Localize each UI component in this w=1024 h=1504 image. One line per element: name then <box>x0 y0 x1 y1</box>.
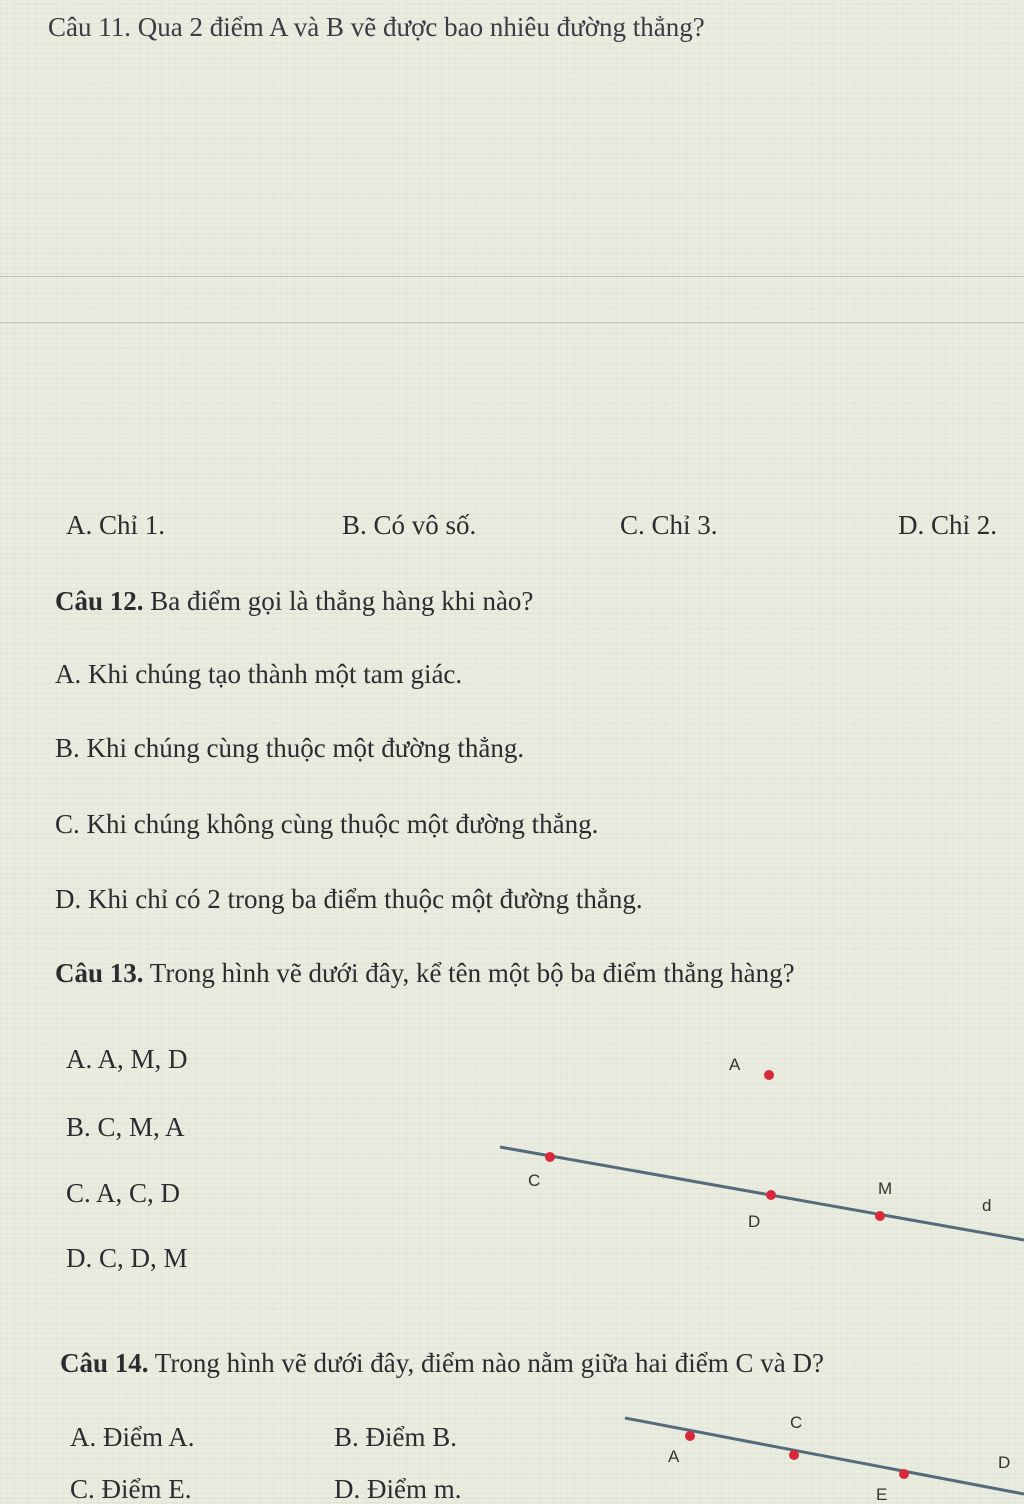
q14-option-d: D. Điểm m. <box>334 1474 462 1504</box>
q14-line <box>625 1418 1024 1494</box>
q11-option-d: D. Chỉ 2. <box>898 510 998 540</box>
q11-option-c: C. Chỉ 3. <box>620 510 718 540</box>
q11-option-a: A. Chỉ 1. <box>66 510 166 540</box>
q12-option-d: D. Khi chỉ có 2 trong ba điểm thuộc một đường thẳng. <box>55 884 643 914</box>
q14-label-e: E <box>876 1485 888 1504</box>
q14-label-a: A <box>668 1447 680 1466</box>
q14-label-c: C <box>790 1413 803 1432</box>
q14-label-d: D <box>998 1453 1011 1472</box>
q13-label-c: C <box>528 1171 541 1190</box>
q13-label-m: M <box>878 1179 893 1198</box>
q14-point-e <box>899 1469 909 1479</box>
question-12-label: Câu 12. <box>55 586 144 616</box>
q14-point-a <box>685 1431 695 1441</box>
q11-option-b: B. Có vô số. <box>342 510 477 540</box>
q14-option-b: B. Điểm B. <box>334 1422 458 1452</box>
question-13-label: Câu 13. <box>55 958 144 988</box>
q12-option-a: A. Khi chúng tạo thành một tam giác. <box>55 659 463 689</box>
q13-label-d: D <box>748 1212 761 1231</box>
question-12-text: Ba điểm gọi là thẳng hàng khi nào? <box>143 586 534 616</box>
question-13-text: Trong hình vẽ dưới đây, kể tên một bộ ba điểm thẳng hàng? <box>143 958 795 988</box>
q14-option-c: C. Điểm E. <box>70 1474 192 1504</box>
question-11-title: Câu 11. Qua 2 điểm A và B vẽ được bao nhiêu đường thẳng? <box>48 12 705 42</box>
q13-option-d: D. C, D, M <box>66 1243 188 1273</box>
q12-option-b: B. Khi chúng cùng thuộc một đường thẳng. <box>55 733 525 763</box>
q13-label-a: A <box>729 1055 741 1074</box>
q12-option-c: C. Khi chúng không cùng thuộc một đường thẳng. <box>55 809 599 839</box>
q13-option-c: C. A, C, D <box>66 1178 181 1208</box>
question-14-text: Trong hình vẽ dưới đây, điểm nào nằm giữa hai điểm C và D? <box>148 1348 824 1378</box>
q13-option-a: A. A, M, D <box>66 1044 188 1074</box>
question-14-label: Câu 14. <box>60 1348 149 1378</box>
q13-option-b: B. C, M, A <box>66 1112 185 1142</box>
q13-label-line-d: d <box>982 1196 992 1215</box>
q14-option-a: A. Điểm A. <box>70 1422 195 1452</box>
q14-point-c <box>789 1450 799 1460</box>
